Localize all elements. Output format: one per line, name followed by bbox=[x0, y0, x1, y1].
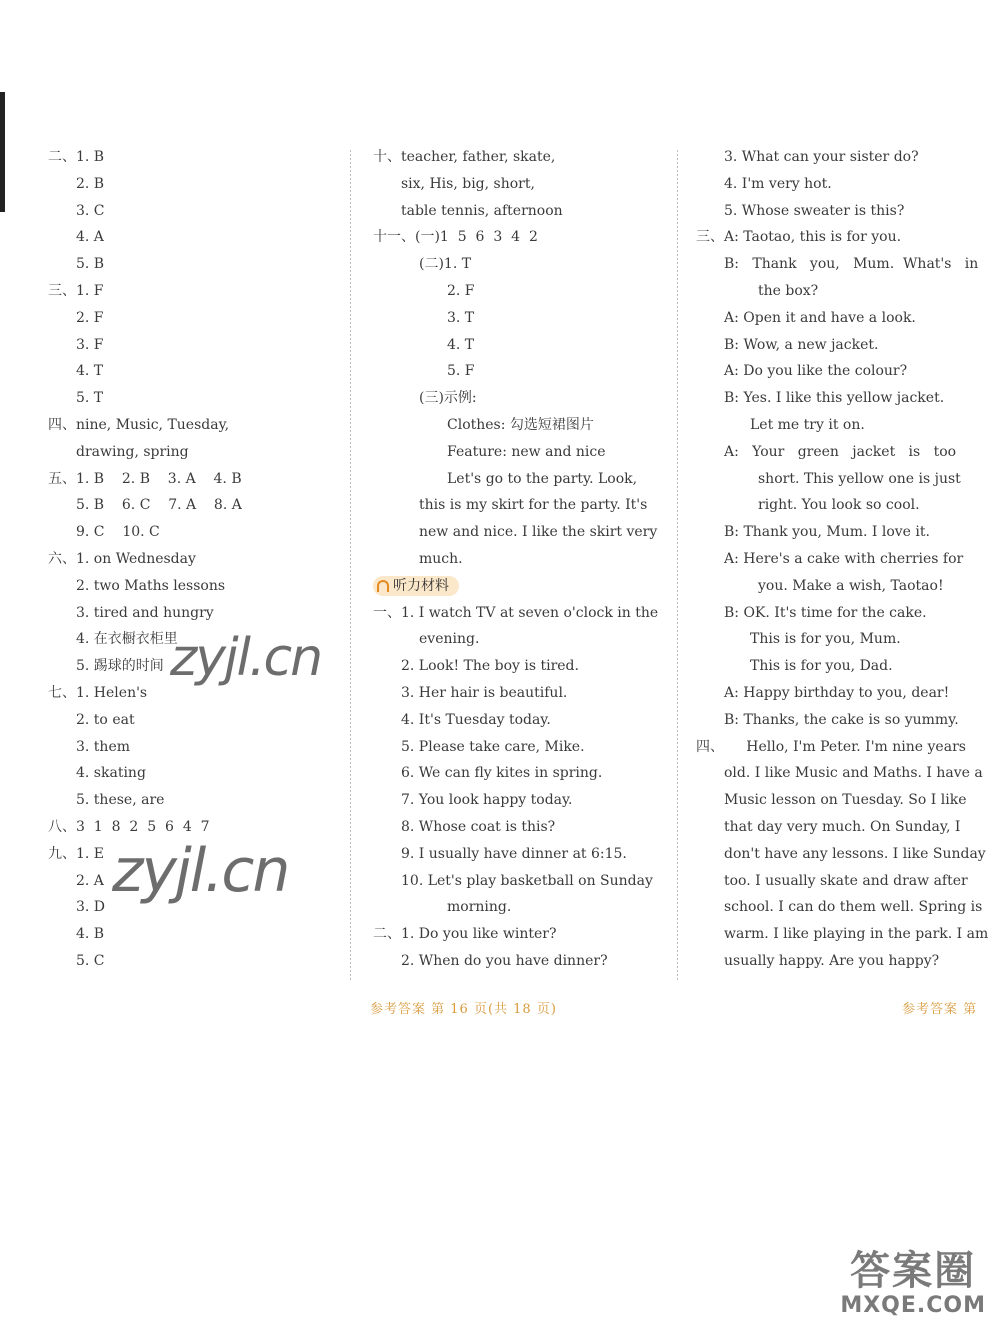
answer-line bbox=[373, 492, 663, 519]
answer-text: B: Thanks, the cake is so yummy. bbox=[724, 711, 959, 728]
answer-text: 9. I usually have dinner at 6:15. bbox=[401, 845, 627, 862]
answer-text: 3 1 8 2 5 6 4 7 bbox=[76, 818, 210, 835]
answer-line bbox=[373, 707, 663, 734]
answer-text: 9. C 10. C bbox=[76, 524, 160, 541]
answer-line bbox=[724, 198, 988, 225]
answer-text: 1. on Wednesday bbox=[76, 550, 196, 567]
answer-text: nine, Music, Tuesday, bbox=[76, 416, 230, 433]
answer-text: 7. You look happy today. bbox=[401, 792, 573, 809]
answer-text: A: Taotao, this is for you. bbox=[724, 229, 902, 246]
answer-line bbox=[373, 224, 663, 251]
answer-line bbox=[724, 439, 988, 466]
answer-line bbox=[48, 519, 338, 546]
answer-line bbox=[373, 305, 663, 332]
watermark-logo-cn: 答案圈 bbox=[850, 1248, 977, 1294]
answer-text: 4. It's Tuesday today. bbox=[401, 711, 551, 728]
answer-line bbox=[724, 841, 988, 868]
answer-text: 4. 在衣橱衣柜里 bbox=[76, 631, 178, 648]
answer-line bbox=[48, 573, 338, 600]
answer-line bbox=[724, 707, 988, 734]
answer-text: A: Here's a cake with cherries for bbox=[724, 550, 964, 567]
answer-text: 10. Let's play basketball on Sunday bbox=[401, 872, 653, 889]
answer-line bbox=[373, 787, 663, 814]
answer-text: 3. tired and hungry bbox=[76, 604, 214, 621]
section-number: 三、 bbox=[696, 229, 724, 246]
page-footer-right: 参考答案 第 bbox=[902, 1002, 978, 1017]
answer-text: 2. A bbox=[76, 872, 104, 889]
answer-line bbox=[373, 332, 663, 359]
answer-line bbox=[724, 814, 988, 841]
answer-text: 3. F bbox=[76, 336, 104, 353]
answer-text: 3. C bbox=[76, 202, 105, 219]
answer-line bbox=[724, 626, 988, 653]
answer-text: 5. 踢球的时间 bbox=[76, 658, 164, 675]
answer-text: 4. T bbox=[447, 336, 475, 353]
answer-text: 1. F bbox=[76, 282, 104, 299]
answer-line bbox=[724, 921, 988, 948]
answer-line bbox=[48, 600, 338, 627]
answer-line bbox=[48, 707, 338, 734]
answer-line bbox=[724, 466, 988, 493]
answer-line bbox=[724, 144, 988, 171]
answer-line bbox=[724, 868, 988, 895]
answer-line bbox=[48, 358, 338, 385]
answer-text: 4. A bbox=[76, 229, 104, 246]
answer-line bbox=[373, 519, 663, 546]
answer-text: 2. two Maths lessons bbox=[76, 577, 226, 594]
answer-line bbox=[373, 251, 663, 278]
answer-text: B: Thank you, Mum. What's in bbox=[724, 256, 979, 273]
answer-text: right. You look so cool. bbox=[758, 497, 920, 514]
answer-line bbox=[48, 412, 338, 439]
answer-line bbox=[724, 332, 988, 359]
answer-text: Feature: new and nice bbox=[447, 443, 606, 460]
answer-text: 4. I'm very hot. bbox=[724, 175, 832, 192]
answer-text: This is for you, Dad. bbox=[750, 658, 893, 675]
answer-text: 2. B bbox=[76, 175, 105, 192]
watermark-text: zyjl.cn bbox=[112, 836, 289, 906]
answer-text: drawing, spring bbox=[76, 443, 189, 460]
answer-line bbox=[373, 144, 663, 171]
watermark-logo bbox=[840, 1249, 986, 1319]
section-number: 九、 bbox=[48, 845, 76, 862]
answer-text: 1. B 2. B 3. A 4. B bbox=[76, 470, 242, 487]
answer-text: 5. B 6. C 7. A 8. A bbox=[76, 497, 242, 514]
answer-line bbox=[48, 948, 338, 975]
answer-text: 5. F bbox=[447, 363, 475, 380]
answer-text: this is my skirt for the party. It's bbox=[419, 497, 648, 514]
answer-line bbox=[724, 546, 988, 573]
answer-text: Let me try it on. bbox=[750, 416, 865, 433]
answer-text: six, His, big, short, bbox=[401, 175, 535, 192]
answer-line bbox=[724, 600, 988, 627]
answer-text: (二)1. T bbox=[419, 256, 472, 273]
section-number: 六、 bbox=[48, 550, 76, 567]
answer-text: you. Make a wish, Taotao! bbox=[758, 577, 944, 594]
answer-text: A: Your green jacket is too bbox=[724, 443, 957, 460]
answer-text: B: Yes. I like this yellow jacket. bbox=[724, 390, 945, 407]
answer-text: teacher, father, skate, bbox=[401, 149, 556, 165]
answer-text: 3. D bbox=[76, 899, 106, 916]
answer-text: Hello, I'm Peter. I'm nine years bbox=[724, 738, 966, 755]
answer-line bbox=[373, 278, 663, 305]
answer-line bbox=[373, 814, 663, 841]
answer-text: 1. Helen's bbox=[76, 684, 148, 701]
answer-line bbox=[373, 894, 663, 921]
section-number: 五、 bbox=[48, 470, 76, 487]
column-right bbox=[696, 144, 989, 975]
answer-line bbox=[48, 546, 338, 573]
answer-text: (一)1 5 6 3 4 2 bbox=[415, 229, 538, 246]
answer-text: table tennis, afternoon bbox=[401, 202, 563, 219]
answer-text: A: Do you like the colour? bbox=[724, 363, 908, 380]
answer-text: 2. Look! The boy is tired. bbox=[401, 658, 579, 675]
answer-line bbox=[48, 734, 338, 761]
answer-text: 2. F bbox=[447, 282, 475, 299]
answer-text: 3. them bbox=[76, 738, 131, 755]
answer-line bbox=[373, 653, 663, 680]
answer-text: short. This yellow one is just bbox=[758, 470, 961, 487]
answer-line bbox=[48, 251, 338, 278]
answer-text: 3. What can your sister do? bbox=[724, 149, 919, 165]
answer-line bbox=[373, 921, 663, 948]
answer-line bbox=[724, 412, 988, 439]
answer-text: school. I can do them well. Spring is bbox=[724, 899, 983, 916]
answer-line bbox=[724, 760, 988, 787]
answer-text: 2. When do you have dinner? bbox=[401, 952, 608, 969]
answer-line bbox=[373, 546, 663, 573]
answer-line bbox=[373, 600, 663, 627]
answer-text: evening. bbox=[419, 631, 480, 648]
section-number: 八、 bbox=[48, 818, 76, 835]
answer-text: morning. bbox=[447, 899, 512, 916]
answer-line bbox=[48, 787, 338, 814]
answer-text: 8. Whose coat is this? bbox=[401, 818, 556, 835]
page-footer-left: 参考答案 第 16 页(共 18 页) bbox=[370, 1002, 557, 1017]
scan-edge-bar bbox=[0, 92, 5, 212]
answer-text: Let's go to the party. Look, bbox=[447, 470, 638, 487]
answer-line bbox=[48, 466, 338, 493]
answer-text: (三)示例: bbox=[419, 390, 477, 407]
answer-line bbox=[373, 573, 663, 600]
section-number: 七、 bbox=[48, 684, 76, 701]
answer-line bbox=[48, 760, 338, 787]
answer-text: 1. B bbox=[76, 149, 105, 165]
column-divider bbox=[677, 150, 678, 980]
answer-line bbox=[724, 492, 988, 519]
section-tag-listening bbox=[373, 576, 459, 596]
section-number: 四、 bbox=[696, 738, 724, 755]
section-number: 二、 bbox=[48, 149, 76, 165]
answer-line bbox=[724, 680, 988, 707]
section-number: 四、 bbox=[48, 416, 76, 433]
answer-line bbox=[48, 385, 338, 412]
answer-text: 4. B bbox=[76, 926, 105, 943]
answer-line bbox=[373, 680, 663, 707]
section-number: 二、 bbox=[373, 926, 401, 943]
watermark-text: zyjl.cn bbox=[170, 628, 322, 688]
answer-line bbox=[48, 439, 338, 466]
answer-line bbox=[48, 332, 338, 359]
answer-line bbox=[724, 278, 988, 305]
answer-text: This is for you, Mum. bbox=[750, 631, 901, 648]
answer-text: the box? bbox=[758, 282, 819, 299]
answer-text: 5. T bbox=[76, 390, 104, 407]
answer-line bbox=[373, 358, 663, 385]
answer-line bbox=[724, 358, 988, 385]
answer-text: Clothes: 勾选短裙图片 bbox=[447, 416, 594, 433]
answer-text: that day very much. On Sunday, I bbox=[724, 818, 961, 835]
answer-line bbox=[373, 439, 663, 466]
answer-line bbox=[373, 385, 663, 412]
headphones-icon bbox=[377, 580, 389, 592]
answer-line bbox=[724, 305, 988, 332]
answer-line bbox=[48, 921, 338, 948]
answer-line bbox=[373, 466, 663, 493]
answer-line bbox=[373, 948, 663, 975]
answer-line bbox=[724, 519, 988, 546]
answer-text: Music lesson on Tuesday. So I like bbox=[724, 792, 967, 809]
section-number: 十一、 bbox=[373, 229, 415, 246]
answer-text: 2. to eat bbox=[76, 711, 135, 728]
answer-text: 1. Do you like winter? bbox=[401, 926, 557, 943]
answer-line bbox=[696, 734, 988, 761]
answer-line bbox=[724, 385, 988, 412]
answer-line bbox=[48, 144, 338, 171]
answer-line bbox=[696, 224, 988, 251]
answer-line bbox=[48, 278, 338, 305]
answer-text: 5. these, are bbox=[76, 792, 165, 809]
answer-line bbox=[373, 198, 663, 225]
section-number: 一、 bbox=[373, 604, 401, 621]
answer-text: A: Open it and have a look. bbox=[724, 309, 916, 326]
answer-line bbox=[48, 305, 338, 332]
answer-line bbox=[373, 626, 663, 653]
section-number: 十、 bbox=[373, 149, 401, 165]
answer-line bbox=[373, 868, 663, 895]
answer-text: A: Happy birthday to you, dear! bbox=[724, 684, 950, 701]
answer-text: 5. C bbox=[76, 952, 105, 969]
answer-text: 5. Whose sweater is this? bbox=[724, 202, 905, 219]
answer-line bbox=[724, 894, 988, 921]
answer-line bbox=[373, 171, 663, 198]
answer-line bbox=[48, 198, 338, 225]
answer-text: too. I usually skate and draw after bbox=[724, 872, 968, 889]
answer-line bbox=[48, 492, 338, 519]
answer-text: usually happy. Are you happy? bbox=[724, 952, 940, 969]
answer-text: 2. F bbox=[76, 309, 104, 326]
answer-line bbox=[724, 948, 988, 975]
answer-line bbox=[373, 412, 663, 439]
answer-text: 3. Her hair is beautiful. bbox=[401, 684, 568, 701]
answer-text: 4. T bbox=[76, 363, 104, 380]
answer-text: 1. E bbox=[76, 845, 105, 862]
answer-text: warm. I like playing in the park. I am bbox=[724, 926, 989, 943]
answer-text: new and nice. I like the skirt very bbox=[419, 524, 658, 541]
answer-line bbox=[724, 251, 988, 278]
answer-line bbox=[48, 224, 338, 251]
answer-line bbox=[373, 841, 663, 868]
answer-text: B: Wow, a new jacket. bbox=[724, 336, 879, 353]
answer-text: 4. skating bbox=[76, 765, 146, 782]
answer-text: old. I like Music and Maths. I have a bbox=[724, 765, 983, 782]
answer-text: 5. Please take care, Mike. bbox=[401, 738, 585, 755]
answer-text: 5. B bbox=[76, 256, 105, 273]
answer-text: much. bbox=[419, 550, 463, 567]
answer-line bbox=[373, 734, 663, 761]
answer-line bbox=[373, 760, 663, 787]
section-tag-label: 听力材料 bbox=[393, 577, 449, 594]
column-middle bbox=[373, 144, 663, 975]
answer-line bbox=[724, 653, 988, 680]
answer-text: B: OK. It's time for the cake. bbox=[724, 604, 927, 621]
answer-text: don't have any lessons. I like Sunday bbox=[724, 845, 986, 862]
answer-text: 3. T bbox=[447, 309, 475, 326]
answer-text: 1. I watch TV at seven o'clock in the bbox=[401, 604, 659, 621]
watermark-logo-url: MXQE.COM bbox=[840, 1293, 986, 1318]
answer-line bbox=[724, 573, 988, 600]
column-divider bbox=[350, 150, 351, 980]
answer-text: B: Thank you, Mum. I love it. bbox=[724, 524, 930, 541]
answer-line bbox=[724, 171, 988, 198]
answer-line bbox=[48, 171, 338, 198]
answer-line bbox=[724, 787, 988, 814]
section-number: 三、 bbox=[48, 282, 76, 299]
answer-text: 6. We can fly kites in spring. bbox=[401, 765, 603, 782]
